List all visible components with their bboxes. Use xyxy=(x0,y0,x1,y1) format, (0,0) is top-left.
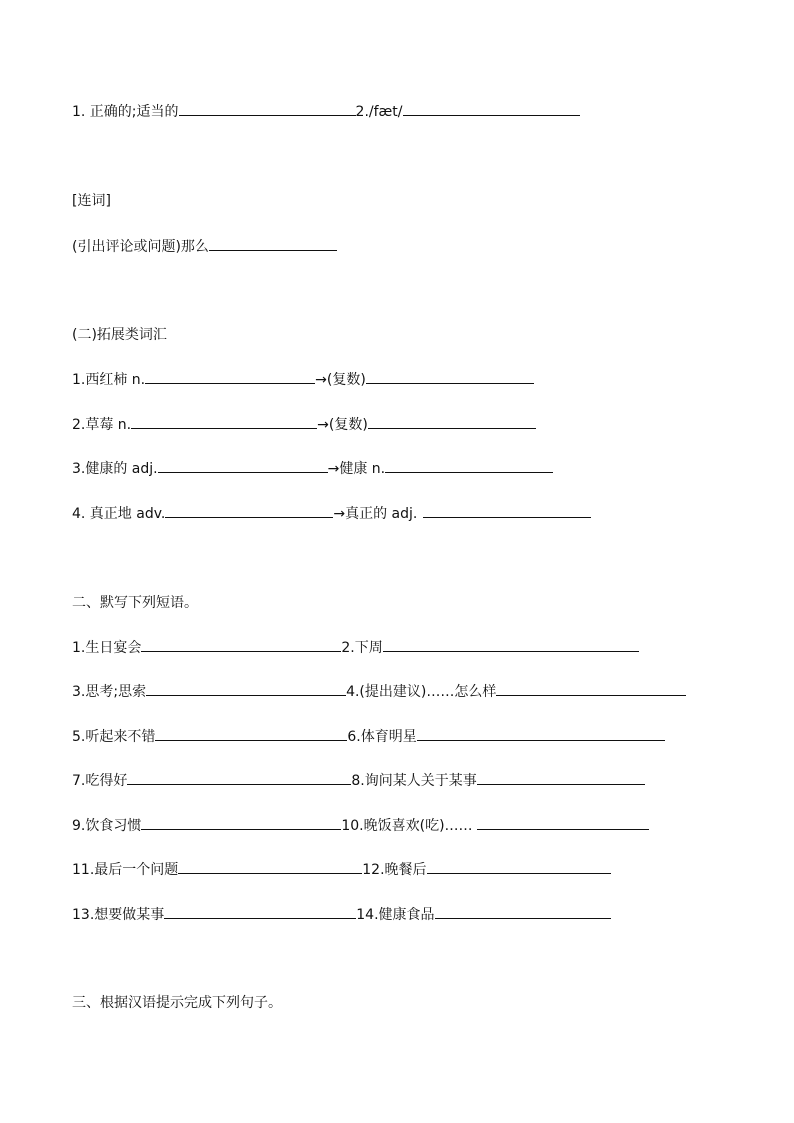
answer-blank[interactable] xyxy=(131,414,317,429)
row-left-label: 3.思考;思索 xyxy=(72,684,147,700)
vocab-item-2-label: 2./fæt/ xyxy=(355,104,403,120)
row-right-label: 12.晚餐后 xyxy=(362,862,427,878)
phrase-row xyxy=(72,681,686,702)
row-right-label: 2.下周 xyxy=(341,640,383,656)
answer-blank[interactable] xyxy=(209,236,337,251)
row-left-label: 1.西红柿 n. xyxy=(72,372,146,388)
row-left-label: 3.健康的 adj. xyxy=(72,461,158,477)
answer-blank[interactable] xyxy=(165,503,333,518)
phrase-row xyxy=(72,904,611,925)
row-left-label: 9.饮食习惯 xyxy=(72,818,142,834)
answer-blank[interactable] xyxy=(427,859,611,874)
sentences-heading: 三、根据汉语提示完成下列句子。 xyxy=(72,995,282,1011)
answer-blank[interactable] xyxy=(477,770,645,785)
row-right-label: 14.健康食品 xyxy=(356,907,435,923)
conjunction-line xyxy=(72,236,337,257)
row-right-label: →健康 n. xyxy=(327,461,386,477)
row-right-label: 6.体育明星 xyxy=(347,729,417,745)
phrase-row xyxy=(72,770,645,791)
answer-blank[interactable] xyxy=(158,458,328,473)
conjunction-item-label: (引出评论或问题)那么 xyxy=(72,239,209,255)
answer-blank[interactable] xyxy=(146,681,346,696)
row-right-label: 8.询问某人关于某事 xyxy=(351,773,477,789)
row-right-label: 10.晚饭喜欢(吃)…… xyxy=(341,818,473,834)
answer-blank[interactable] xyxy=(366,369,534,384)
answer-blank[interactable] xyxy=(368,414,536,429)
answer-blank[interactable] xyxy=(385,458,553,473)
row-left-label: 11.最后一个问题 xyxy=(72,862,179,878)
phrase-row xyxy=(72,726,665,747)
answer-blank[interactable] xyxy=(477,815,649,830)
row-left-label: 7.吃得好 xyxy=(72,773,128,789)
answer-blank[interactable] xyxy=(179,101,356,116)
conjunction-heading: [连词] xyxy=(72,193,111,209)
row-right-label: →(复数) xyxy=(317,417,368,433)
row-right-label: →真正的 adj. xyxy=(333,506,418,522)
phrase-row xyxy=(72,859,611,880)
phrase-row xyxy=(72,637,639,658)
answer-blank[interactable] xyxy=(423,503,591,518)
answer-blank[interactable] xyxy=(145,369,315,384)
row-right-label: →(复数) xyxy=(315,372,366,388)
answer-blank[interactable] xyxy=(383,637,639,652)
extended-vocab-row xyxy=(72,369,534,390)
row-left-label: 5.听起来不错 xyxy=(72,729,156,745)
answer-blank[interactable] xyxy=(164,904,356,919)
answer-blank[interactable] xyxy=(127,770,351,785)
answer-blank[interactable] xyxy=(178,859,362,874)
answer-blank[interactable] xyxy=(403,101,580,116)
phrases-heading: 二、默写下列短语。 xyxy=(72,595,198,611)
extended-vocab-heading: (二)拓展类词汇 xyxy=(72,327,167,343)
extended-vocab-row xyxy=(72,503,591,524)
phrase-row xyxy=(72,815,649,836)
row-left-label: 13.想要做某事 xyxy=(72,907,165,923)
vocab-item-1-label: 1. 正确的;适当的 xyxy=(72,104,179,120)
answer-blank[interactable] xyxy=(141,815,341,830)
answer-blank[interactable] xyxy=(435,904,611,919)
extended-vocab-row xyxy=(72,458,553,479)
row-left-label: 1.生日宴会 xyxy=(72,640,142,656)
answer-blank[interactable] xyxy=(155,726,347,741)
row-right-label: 4.(提出建议)……怎么样 xyxy=(346,684,497,700)
extended-vocab-row xyxy=(72,414,536,435)
row-left-label: 4. 真正地 adv. xyxy=(72,506,166,522)
answer-blank[interactable] xyxy=(496,681,686,696)
answer-blank[interactable] xyxy=(141,637,341,652)
vocab-core-line xyxy=(72,101,580,122)
answer-blank[interactable] xyxy=(417,726,665,741)
row-left-label: 2.草莓 n. xyxy=(72,417,132,433)
